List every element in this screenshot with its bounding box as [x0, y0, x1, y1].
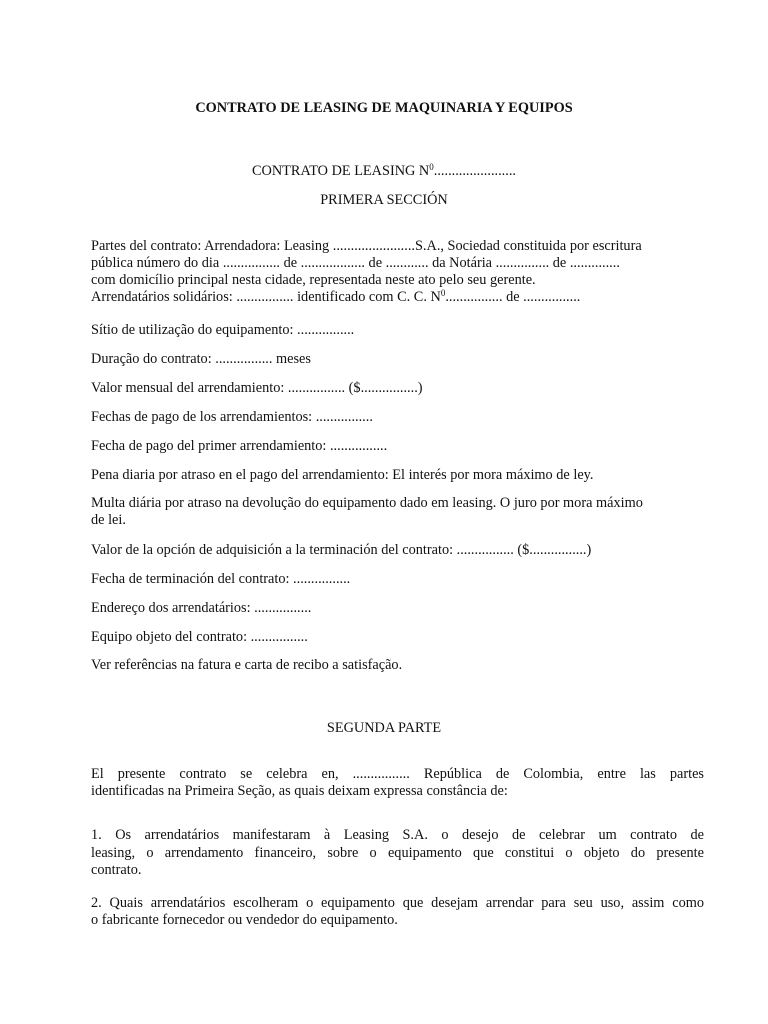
intro-line-1: El presente contrato se celebra en, ................ República de Colombia, entre las partes: [91, 766, 704, 782]
section2-heading: SEGUNDA PARTE: [326, 720, 442, 736]
contract-number-blank: .......................: [433, 163, 516, 179]
parties-line-4: [91, 289, 580, 305]
document-title: CONTRATO DE LEASING DE MAQUINARIA Y EQUIPOS: [195, 100, 573, 116]
field-usage-site: Sítio de utilização do equipamento: ................: [91, 322, 355, 338]
clause-1-line-1: 1. Os arrendatários manifestaram à Leasing S.A. o desejo de celebrar um contrato de: [91, 827, 704, 843]
contract-number-superscript: 0: [429, 162, 434, 172]
field-payment-dates: Fechas de pago de los arrendamientos: ................: [91, 409, 373, 425]
field-termination-date: Fecha de terminación del contrato: ................: [91, 571, 351, 587]
field-option-value: Valor de la opción de adquisición a la terminación del contrato: ................ ($................): [91, 542, 592, 558]
field-daily-penalty: Pena diaria por atraso en el pago del arrendamiento: El interés por mora máximo de ley.: [91, 467, 594, 483]
field-equipment: Equipo objeto del contrato: ................: [91, 629, 308, 645]
intro-line-2: identificadas na Primeira Seção, as quais deixam expressa constância de:: [91, 783, 508, 799]
clause-2-line-2: o fabricante fornecedor ou vendedor do equipamento.: [91, 912, 398, 928]
contract-number-prefix: CONTRATO DE LEASING N: [252, 163, 430, 179]
field-first-payment: Fecha de pago del primer arrendamiento: ................: [91, 438, 388, 454]
parties-line-2: pública número do dia ................ de .................. de ............ da Notária ............... de ..............: [91, 255, 620, 271]
lessees-label: Arrendatários solidários: ................ identificado com C. C. N: [91, 289, 441, 305]
field-references: Ver referências na fatura e carta de recibo a satisfação.: [91, 657, 403, 673]
parties-line-3: com domicílio principal nesta cidade, representada neste ato pelo seu gerente.: [91, 272, 536, 288]
field-monthly-value: Valor mensual del arrendamiento: ................ ($................): [91, 380, 423, 396]
clause-2-line-1: 2. Quais arrendatários escolheram o equipamento que desejam arrendar para seu uso, assim como: [91, 895, 704, 911]
multa-line-1: Multa diária por atraso na devolução do equipamento dado em leasing. O juro por mora máximo: [91, 495, 643, 511]
lessees-superscript: 0: [440, 288, 446, 298]
section1-heading: PRIMERA SECCIÓN: [320, 192, 448, 208]
clause-1-line-2: leasing, o arrendamento financeiro, sobre o equipamento que constitui o objeto do presente: [91, 845, 704, 861]
lessees-blank: ................ de ................: [445, 289, 581, 305]
multa-line-2: de lei.: [91, 512, 126, 528]
contract-number-line: [0, 163, 768, 179]
field-lessee-address: Endereço dos arrendatários: ................: [91, 600, 312, 616]
clause-1-line-3: contrato.: [91, 862, 142, 878]
parties-line-1: Partes del contrato: Arrendadora: Leasing .......................S.A., Sociedad constituida por escritura: [91, 238, 642, 254]
field-duration: Duração do contrato: ................ meses: [91, 351, 311, 367]
